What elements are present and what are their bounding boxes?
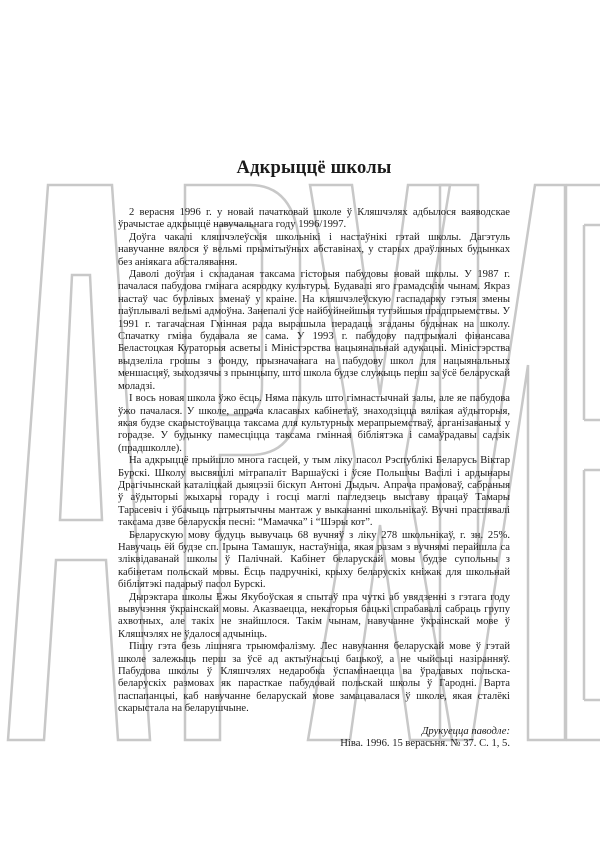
paragraph: 2 верасня 1996 г. у новай пачатковай школе ў Кляшчэлях адбылося ваяводскае ўрачыстае адкрыццё навучальнага году 1996/1997. [118,207,510,231]
document-page [118,158,510,750]
source-citation: Ніва. 1996. 15 верасьня. № 37. С. 1, 5. [340,738,510,750]
paragraph: Даволі доўгая і складаная таксама гісторыя пабудовы новай школы. У 1987 г. пачалася пабудова гмінага асяродку культуры. Будавалі яго грамадскім чынам. Якраз настаў час бурлівых зменаў у краіне. На кляшчэлеўскую гаспадарку гэтыя змены паўплывалі вельмі адмоўна. Занепалі ўсе найбуйнейшыя тутэйшыя прадпрыемствы. У 1991 г. тагачасная Гмінная рада вырашыла перадаць згаданы будынак на школу. Спачатку гміна будавала яе сама. У 1993 г. пабудову падтрымалі фінансава Беластоцкая Кураторыя асветы і Міністэрства нацыянальнай адукацыі. Міністэрства выдзеліла грошы з фонду, прызначанага на пабудову школ для нацыянальных меншасцяў, зыходзячы з прынцыпу, што школа будзе служыць перш за ўсё беларускай моладзі. [118,269,510,392]
watermark-letter-v [566,185,600,740]
source-label: Друкуецца паводле: [421,725,510,737]
paragraph: Доўга чакалі кляшчэлеўскія школьнікі і настаўнікі гэтай школы. Дагэтуль навучанне вялося ў вельмі прымітыўных абставінах, у старых драўляных будынках без аніякага абсталявання. [118,231,510,268]
source-note [118,726,510,751]
document-title: Адкрыццё школы [236,158,392,178]
paragraph: Пішу гэта безь лішняга трыюмфалізму. Лес навучання беларускай мове ў гэтай школе залежыць перш за ўсё ад актыўнасьці бацькоў, а не чыйсьці назіранняў. Пабудова школы ў Кляшчэлях недаробка ўспамінаецца ва ўрадавых польска-беларускіх размовах як парасткае пабудовай польскай школы ў Гародні. Варта паспапанцыі, каб навучанне беларускай мове замацавалася ў школе, якая сталёкі скарыстала на беларушчыне. [118,641,510,715]
paragraph: Дырэктара школы Ежы Якубоўская я спытаў пра чуткі аб увядзенні з гэтага году вывучэння ўкраінскай мовы. Аказваецца, некаторыя бацькі спрабавалі сабраць групу ахвотных, але такіх не знайшлося. Такім чынам, навучанне ўкраінскай мове ў Кляшчэлях не ўдалося адчыніць. [118,591,510,640]
document-body [118,207,510,716]
paragraph: Беларускую мову будуць вывучаць 68 вучняў з ліку 278 школьнікаў, г. зн. 25%. Навучаць ёй будзе сп. Ірына Тамашук, настаўніца, якая разам з вучнямі перайшла са зліквідаванай школы ў Палічнай. Кабінет беларускай мовы будзе супольны з кабінетам польскай мовы. Ёсць падручнікі, крыху беларускіх кніжак для школьнай бібліятэкі падарыў пасол Бурскі. [118,529,510,591]
paragraph: І вось новая школа ўжо ёсць. Няма пакуль што гімнастычнай залы, але яе пабудова ўжо пачалася. У школе, апрача класавых кабінетаў, знаходзіцца вялікая аўдыторыя, якая будзе скарыстоўвацца таксама для культурных мерапрыемстваў, арганізаваных у горадзе. У будынку памесціцца таксама гмінная бібліятэка і самаўрадавы садзік (прадшколле). [118,393,510,454]
paragraph: На адкрыццё прыйшло многа гасцей, у тым ліку пасол Рэспублікі Беларусь Віктар Бурскі. Школу высвяцілі мітрапаліт Варшаўскі і ўсяе Польшчы Васілі і ардынары Драгічынскай каталіцкай дыяцэзіі біскуп Антоні Дыдыч. Апрача прамоваў, сабраныя ў аўдыторыі жыхары гораду і госці маглі пагледзець выставу працаў Тамары Тарасевіч і ўбачыць патрыятычны мантаж у выкананні школьнікаў. Вучні праспявалі таксама дзве беларускія песні: “Мамачка” і “Шэры кот”. [118,455,510,529]
